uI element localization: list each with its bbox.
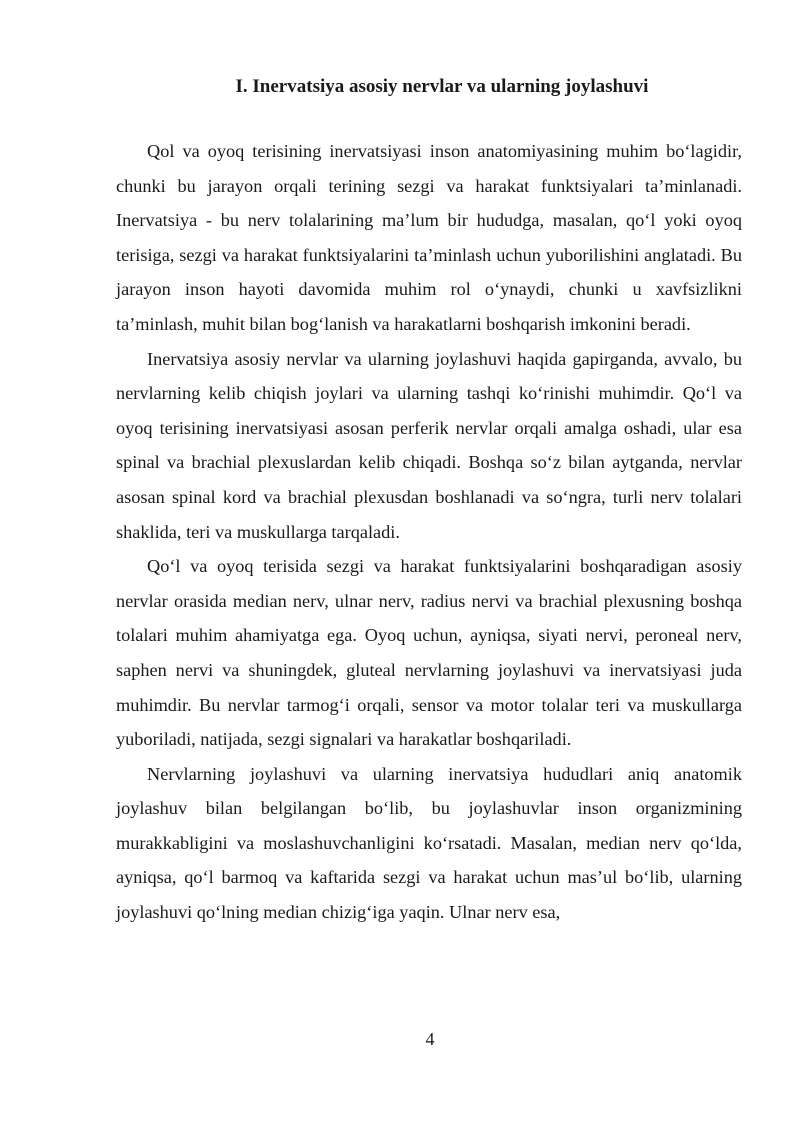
paragraph-3: Qo‘l va oyoq terisida sezgi va harakat funktsiyalarini boshqaradigan asosiy nervlar orasida median nerv, ulnar nerv, radius nervi va brachial plexusning boshqa tolalari muhim ahamiyatga ega. Oyoq uchun, ayniqsa, siyati nervi, peroneal nerv, saphen nervi va shuningdek, gluteal nervlarning joylashuvi va inervatsiyasi juda muhimdir. Bu nervlar tarmog‘i orqali, sensor va motor tolalar teri va muskullarga yuboriladi, natijada, sezgi signalari va harakatlar boshqariladi.: [116, 556, 742, 750]
paragraph-2: Inervatsiya asosiy nervlar va ularning joylashuvi haqida gapirganda, avvalo, bu nervlarning kelib chiqish joylari va ularning tashqi ko‘rinishi muhimdir. Qo‘l va oyoq terisining inervatsiyasi asosan perferik nervlar orqali amalga oshadi, ular esa spinal va brachial plexuslardan kelib chiqadi. Boshqa so‘z bilan aytganda, nervlar asosan spinal kord va brachial plexusdan boshlanadi va so‘ngra, turli nerv tolalari shaklida, teri va muskullarga tarqaladi.: [116, 348, 742, 542]
body-text: [116, 134, 742, 930]
section-heading: I. Inervatsiya asosiy nervlar va ularning joylashuvi: [235, 76, 649, 97]
page-number: 4: [425, 1029, 435, 1049]
paragraph-1: Qol va oyoq terisining inervatsiyasi inson anatomiyasining muhim bo‘lagidir, chunki bu jarayon orqali terining sezgi va harakat funktsiyalari ta’minlanadi. Inervatsiya - bu nerv tolalarining ma’lum bir hududga, masalan, qo‘l yoki oyoq terisiga, sezgi va harakat funktsiyalarini ta’minlash uchun yuborilishini anglatadi. Bu jarayon inson hayoti davomida muhim rol o‘ynaydi, chunki u xavfsizlikni ta’minlash, muhit bilan bog‘lanish va harakatlarni boshqarish imkonini beradi.: [116, 141, 742, 334]
paragraph-4: Nervlarning joylashuvi va ularning inervatsiya hududlari aniq anatomik joylashuv bilan belgilangan bo‘lib, bu joylashuvlar inson organizmining murakkabligini va moslashuvchanligini ko‘rsatadi. Masalan, median nerv qo‘lda, ayniqsa, qo‘l barmoq va kaftarida sezgi va harakat uchun mas’ul bo‘lib, ularning joylashuvi qo‘lning median chizig‘iga yaqin. Ulnar nerv esa,: [116, 763, 742, 923]
